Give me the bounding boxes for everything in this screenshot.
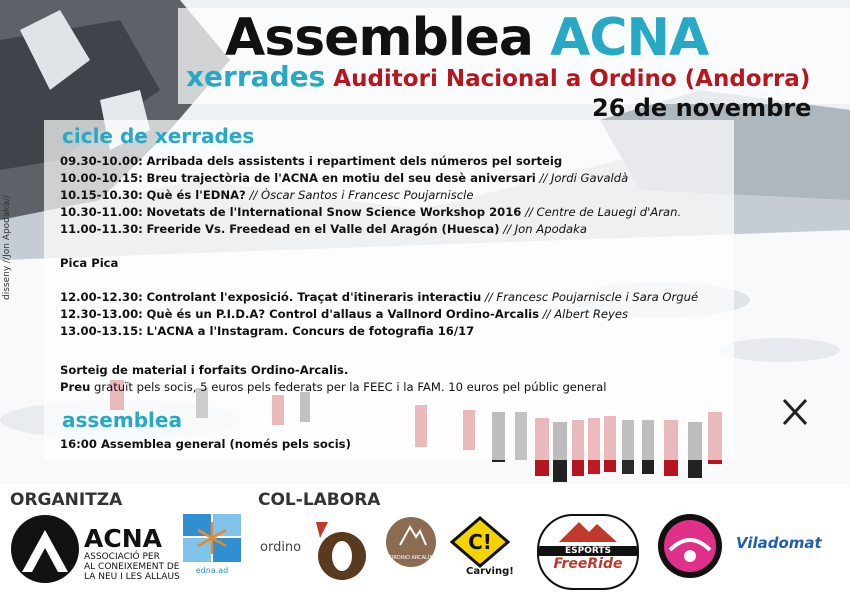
acna-logo-icon [10, 514, 80, 584]
schedule-row: 13.00-13.15: L'ACNA a l'Instagram. Concurs de fotografia 16/17 [60, 324, 475, 338]
event-date: 26 de novembre [592, 94, 812, 122]
schedule-row: 11.00-11.30: Freeride Vs. Freedead en el Valle del Aragón (Huesca) // Jon Apodaka [60, 222, 587, 236]
design-credit: disseny //Jon Apodaka// [2, 194, 12, 300]
arcalis-mountain-icon [386, 517, 436, 551]
edna-snowflake-icon [183, 514, 241, 562]
ordino-label: ordino [260, 540, 302, 555]
acna-logo-text: ACNA ASSOCIACIÓ PER AL CONEIXEMENT DE LA NEU I LES ALLAUS [84, 524, 180, 582]
assemblea-heading: assemblea [62, 408, 182, 432]
assemblea-text: 16:00 Assemblea general (només pels socis) [60, 437, 351, 451]
preu-label: Preu [60, 380, 91, 394]
subtitle-xerrades: xerrades [186, 60, 326, 93]
sorteig-text: Sorteig de material i forfaits Ordino-Arcalis. [60, 363, 349, 377]
title-acna: ACNA [550, 8, 709, 68]
subtitle-location: Auditori Nacional a Ordino (Andorra) [333, 66, 811, 92]
freeride-logo: ESPORTS FreeRide [537, 514, 639, 590]
schedule-row: 10.15-10.30: Què és l'EDNA? // Òscar Santos i Francesc Poujarniscle [60, 188, 474, 202]
viladomat-label: Viladomat [736, 534, 822, 552]
preu-text: gratuït pels socis, 5 euros pels federats per la FEEC i la FAM. 10 euros pel públic general [90, 380, 607, 394]
snow-freeride-logo-icon [656, 512, 724, 580]
schedule-row: 12.00-12.30: Controlant l'exposició. Traçat d'itineraris interactiu // Francesc Poujarniscle i Sara Orgué [60, 290, 699, 304]
freeride-mountain-icon [539, 516, 637, 542]
title-main: Assemblea [225, 8, 534, 68]
ordino-arcalis-logo: ORDINO ARCALÍS [386, 517, 436, 567]
svg-text:C!: C! [468, 530, 492, 554]
schedule-row: 12.30-13.00: Què és un P.I.D.A? Control d'allaus a Vallnord Ordino-Arcalis // Albert Reyes [60, 307, 629, 321]
sorteig-info [60, 362, 607, 396]
organitza-label: ORGANITZA [10, 490, 123, 510]
schedule-row: 10.00-10.15: Breu trajectòria de l'ACNA en motiu del seu desè aniversari // Jordi Gavaldà [60, 171, 629, 185]
break-label: Pica Pica [60, 256, 119, 270]
ordino-o-logo-icon [308, 518, 372, 582]
edna-logo: edna.ad [183, 514, 241, 572]
carving-logo-icon [450, 516, 510, 568]
schedule-row: 09.30-10.00: Arribada dels assistents i repartiment dels números pel sorteig [60, 154, 563, 168]
event-subtitle [186, 62, 810, 94]
event-title [225, 8, 708, 68]
cicle-heading: cicle de xerrades [62, 124, 255, 148]
colabora-label: COL-LABORA [258, 490, 381, 510]
schedule-row: 10.30-11.00: Novetats de l'International Snow Science Workshop 2016 // Centre de Lauegi d'Aran. [60, 205, 682, 219]
carving-label: Carving! [466, 566, 514, 577]
schedule-list [60, 153, 740, 340]
